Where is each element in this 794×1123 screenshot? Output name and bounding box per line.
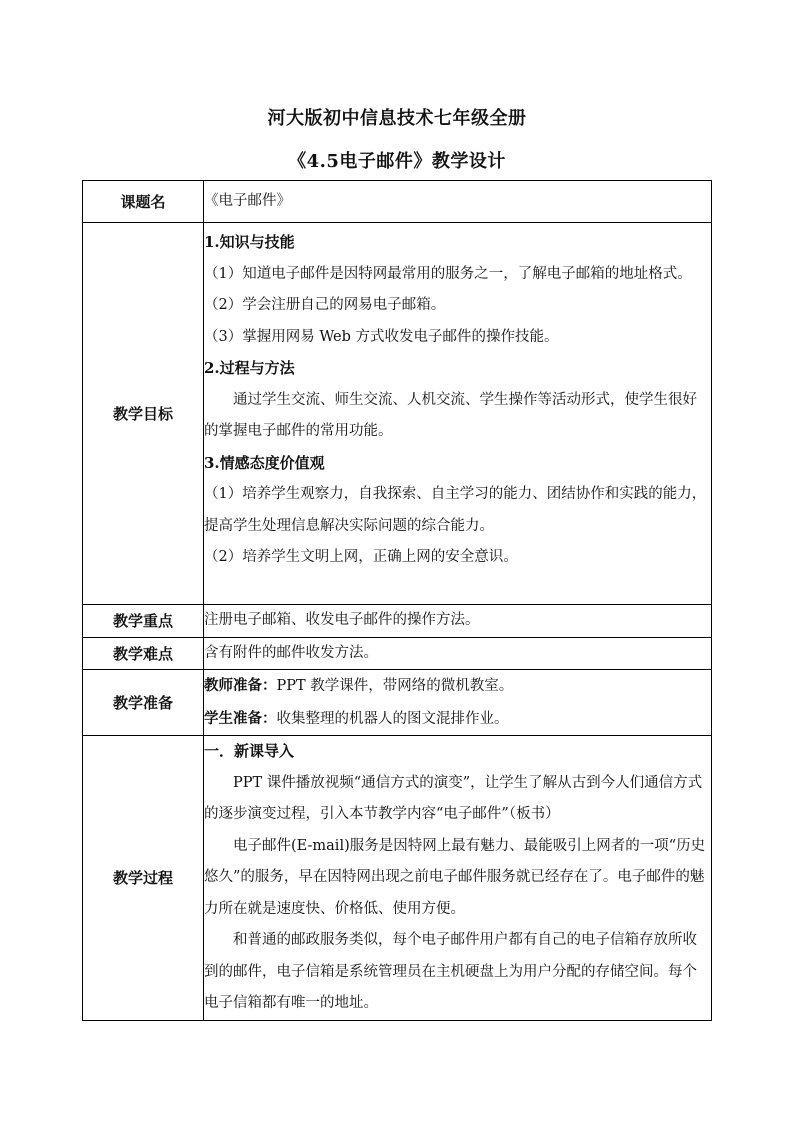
table-row-difficulty xyxy=(83,637,712,670)
process-heading-intro: 一．新课导入 xyxy=(204,742,295,760)
preparation-content xyxy=(204,670,712,736)
process-paragraph-3: 和普通的邮政服务类似，每个电子邮件用户都有自己的电子信箱存放所收到的邮件，电子信箱是系统管理员在主机硬盘上为用户分配的存储空间。每个电子信箱都有唯一的地址。 xyxy=(204,932,697,1011)
goals-attitude-item-1: （1）培养学生观察力，自我探索、自主学习的能力、团结协作和实践的能力，提高学生处理信息解决实际问题的综合能力。 xyxy=(204,486,707,534)
lesson-plan-table xyxy=(82,180,712,1021)
document-subtitle: 《4.5电子邮件》教学设计 xyxy=(288,151,506,172)
row-label-difficulty: 教学难点 xyxy=(83,637,204,670)
goals-heading-process: 2.过程与方法 xyxy=(204,359,295,377)
table-row-preparation xyxy=(83,670,712,736)
goals-heading-knowledge: 1.知识与技能 xyxy=(204,233,295,251)
goals-knowledge-item-1: （1）知道电子邮件是因特网最常用的服务之一，了解电子邮箱的地址格式。 xyxy=(204,265,692,282)
topic-value: 《电子邮件》 xyxy=(204,181,712,223)
student-prep xyxy=(204,703,711,736)
goals-content xyxy=(204,223,712,605)
student-prep-value: 收集整理的机器人的图文混排作业。 xyxy=(276,710,509,727)
goals-attitude-item-2: （2）培养学生文明上网，正确上网的安全意识。 xyxy=(204,549,518,565)
document-title: 河大版初中信息技术七年级全册 xyxy=(267,108,527,129)
difficulty-value: 含有附件的邮件收发方法。 xyxy=(204,637,712,670)
table-row-key-points xyxy=(83,605,712,638)
goals-heading-attitude: 3.情感态度价值观 xyxy=(204,453,325,472)
table-row-goals xyxy=(83,223,712,605)
process-paragraph-2: 电子邮件(E-mail)服务是因特网上最有魅力、最能吸引上网者的一项“历史悠久”的服务，早在因特网出现之前电子邮件服务就已经存在了。电子邮件的魅力所在就是速度快、价格低、使用方便。 xyxy=(204,837,706,917)
teacher-prep-label: 教师准备： xyxy=(204,677,277,694)
row-label-topic: 课题名 xyxy=(83,181,204,223)
process-content xyxy=(204,736,712,1021)
teacher-prep xyxy=(204,670,711,703)
row-label-preparation: 教学准备 xyxy=(83,670,204,736)
goals-knowledge-item-2: （2）学会注册自己的网易电子邮箱。 xyxy=(204,297,446,313)
table-row-process xyxy=(83,736,712,1021)
teacher-prep-value: PPT 教学课件，带网络的微机教室。 xyxy=(276,678,514,694)
row-label-process: 教学过程 xyxy=(83,736,204,1021)
row-label-key-points: 教学重点 xyxy=(83,605,204,638)
goals-knowledge-item-3: （3）掌握用网易 Web 方式收发电子邮件的操作技能。 xyxy=(204,328,559,345)
key-points-value: 注册电子邮箱、收发电子邮件的操作方法。 xyxy=(204,605,712,638)
row-label-goals: 教学目标 xyxy=(83,223,204,605)
student-prep-label: 学生准备： xyxy=(204,709,277,727)
table-row-topic xyxy=(83,181,712,223)
goals-process-text: 通过学生交流、师生交流、人机交流、学生操作等活动形式，使学生很好的掌握电子邮件的常用功能。 xyxy=(204,391,697,439)
process-paragraph-1: PPT 课件播放视频“通信方式的演变”，让学生了解从古到今人们通信方式的逐步演变过程，引入本节教学内容“电子邮件”（板书） xyxy=(204,774,703,822)
